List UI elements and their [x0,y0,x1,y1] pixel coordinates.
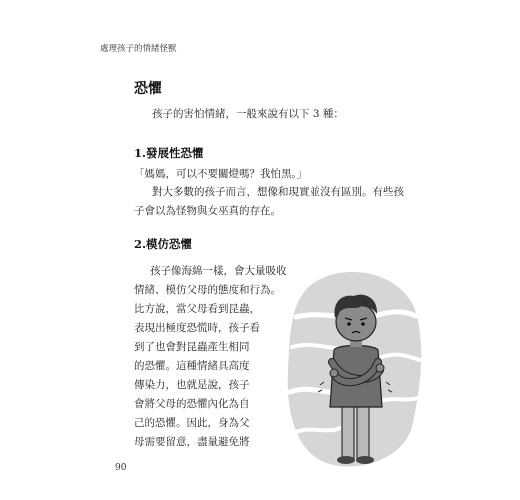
paragraph-line: 傳染力，也就是說，孩子 [134,379,250,391]
child-illustration [282,262,422,472]
paragraph-line: 會將父母的恐懼內化為自 [134,398,250,410]
imitation-fear-paragraph [134,262,294,452]
paragraph-line: 母需要留意，盡量避免將 [134,436,250,448]
quote-line: 「媽媽，可以不要關燈嗎？我怕黑。」 [134,168,308,180]
paragraph-line: 到了也會對昆蟲產生相同 [134,341,250,353]
page-number: 90 [115,463,127,473]
subheading-imitation-fear: 2.模仿恐懼 [134,237,193,251]
paragraph-line: 情緒、模仿父母的態度和行為。 [134,284,281,296]
subheading-developmental-fear: 1.發展性恐懼 [134,146,204,160]
paragraph-line: 己的恐懼。因此，身為父 [134,417,250,429]
intro-paragraph: 孩子的害怕情緒，一般來說有以下 3 種： [152,108,344,120]
paragraph-line: 孩子像海綿一樣，會大量吸收 [150,265,287,277]
paragraph-line: 的恐懼。這種情緒具高度 [134,360,250,372]
paragraph-line: 表現出極度恐慌時，孩子看 [134,322,260,334]
paragraph-line: 對大多數的孩子而言，想像和現實並沒有區別。有些孩 [152,186,404,198]
section-title: 恐懼 [134,81,162,97]
paragraph-line: 比方說，當父母看到昆蟲， [134,303,260,315]
paragraph-line: 子會以為怪物與女巫真的存在。 [134,205,281,217]
running-header: 處理孩子的情緒怪獸 [100,44,177,54]
